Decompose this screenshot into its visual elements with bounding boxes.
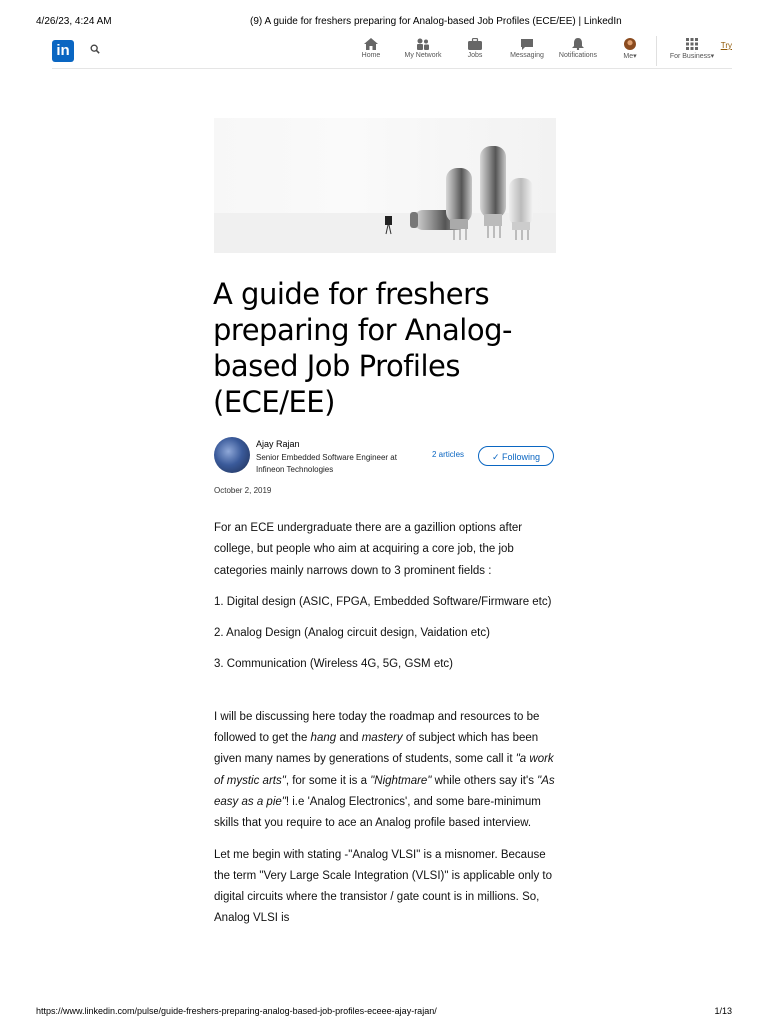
paragraph-roadmap: I will be discussing here today the roadmap and resources to be followed to get the hang and mastery of subject which has been given many names by generations of students, some call it "a work of mystic arts", for some it is a "Nightmare" while others say it's "As easy as a pie"! i.e 'Analog Electronics', and some bare-minimum skills that you require to ace an Analog profile based interview. — [214, 710, 555, 830]
print-url: https://www.linkedin.com/pulse/guide-freshers-preparing-analog-based-job-profiles-eceee-ajay-rajan/ — [36, 1006, 437, 1016]
try-premium-link[interactable]: Try — [720, 41, 732, 50]
briefcase-icon — [468, 38, 482, 50]
chat-icon — [520, 38, 534, 50]
nav-notifications[interactable] — [553, 38, 603, 59]
network-icon — [416, 38, 430, 50]
home-icon — [364, 38, 378, 50]
author-name[interactable]: Ajay Rajan — [256, 439, 300, 449]
nav-home-label: Home — [361, 52, 381, 59]
chevron-down-icon: ▾ — [710, 53, 715, 60]
avatar — [623, 38, 637, 50]
nav-me[interactable] — [605, 38, 655, 60]
paragraph-vlsi: Let me begin with stating -"Analog VLSI" is a misnomer. Because the term "Very Large Scale Integration (VLSI)" is applicable only to digital circuits where the transistor / gate count is in millions. So, Analog VLSI is — [214, 848, 553, 925]
print-date: 4/26/23, 4:24 AM — [36, 16, 112, 27]
nav-me-label: Me — [623, 53, 634, 60]
nav-messaging[interactable] — [502, 38, 552, 59]
nav-my-network-label: My Network — [404, 52, 442, 59]
author-avatar[interactable] — [214, 437, 250, 473]
list-item: 3. Communication (Wireless 4G, 5G, GSM etc) — [214, 658, 454, 671]
check-icon: ✓ — [491, 452, 500, 462]
following-button[interactable] — [478, 446, 554, 466]
top-nav — [52, 36, 732, 69]
nav-divider — [656, 36, 657, 66]
nav-jobs[interactable] — [450, 38, 500, 59]
nav-for-business[interactable] — [662, 38, 722, 60]
publish-date: October 2, 2019 — [214, 486, 272, 495]
author-headline: Senior Embedded Software Engineer at Infineon Technologies — [256, 453, 397, 474]
vacuum-tubes-illustration — [214, 118, 556, 253]
nav-notifications-label: Notifications — [558, 52, 598, 59]
nav-messaging-label: Messaging — [510, 52, 544, 59]
list-item: 1. Digital design (ASIC, FPGA, Embedded Software/Firmware etc) — [214, 595, 552, 608]
linkedin-logo[interactable]: in — [52, 40, 74, 62]
nav-home[interactable] — [346, 38, 396, 59]
paragraph-intro: For an ECE undergraduate there are a gazillion options after college, but people who aim at acquiring a core job, the job categories mainly narrows down to 3 prominent fields : — [214, 522, 523, 577]
following-label: Following — [502, 452, 541, 462]
bell-icon — [571, 38, 585, 50]
nav-my-network[interactable] — [398, 38, 448, 59]
author-card — [214, 437, 556, 477]
nav-jobs-label: Jobs — [467, 52, 483, 59]
author-article-count[interactable]: 2 articles — [432, 450, 465, 459]
list-item: 2. Analog Design (Analog circuit design, Vaidation etc) — [214, 627, 490, 640]
nav-for-business-label: For Business — [669, 53, 711, 60]
article-title: A guide for freshers preparing for Analog-based Job Profiles (ECE/EE) — [213, 277, 512, 419]
search-icon[interactable] — [90, 44, 100, 54]
chevron-down-icon: ▾ — [633, 53, 637, 60]
print-page-number: 1/13 — [714, 1006, 732, 1016]
article-body — [214, 518, 559, 940]
article-cover-image — [214, 118, 556, 253]
print-title: (9) A guide for freshers preparing for Analog-based Job Profiles (ECE/EE) | LinkedIn — [250, 16, 622, 27]
grid-icon — [685, 38, 699, 50]
